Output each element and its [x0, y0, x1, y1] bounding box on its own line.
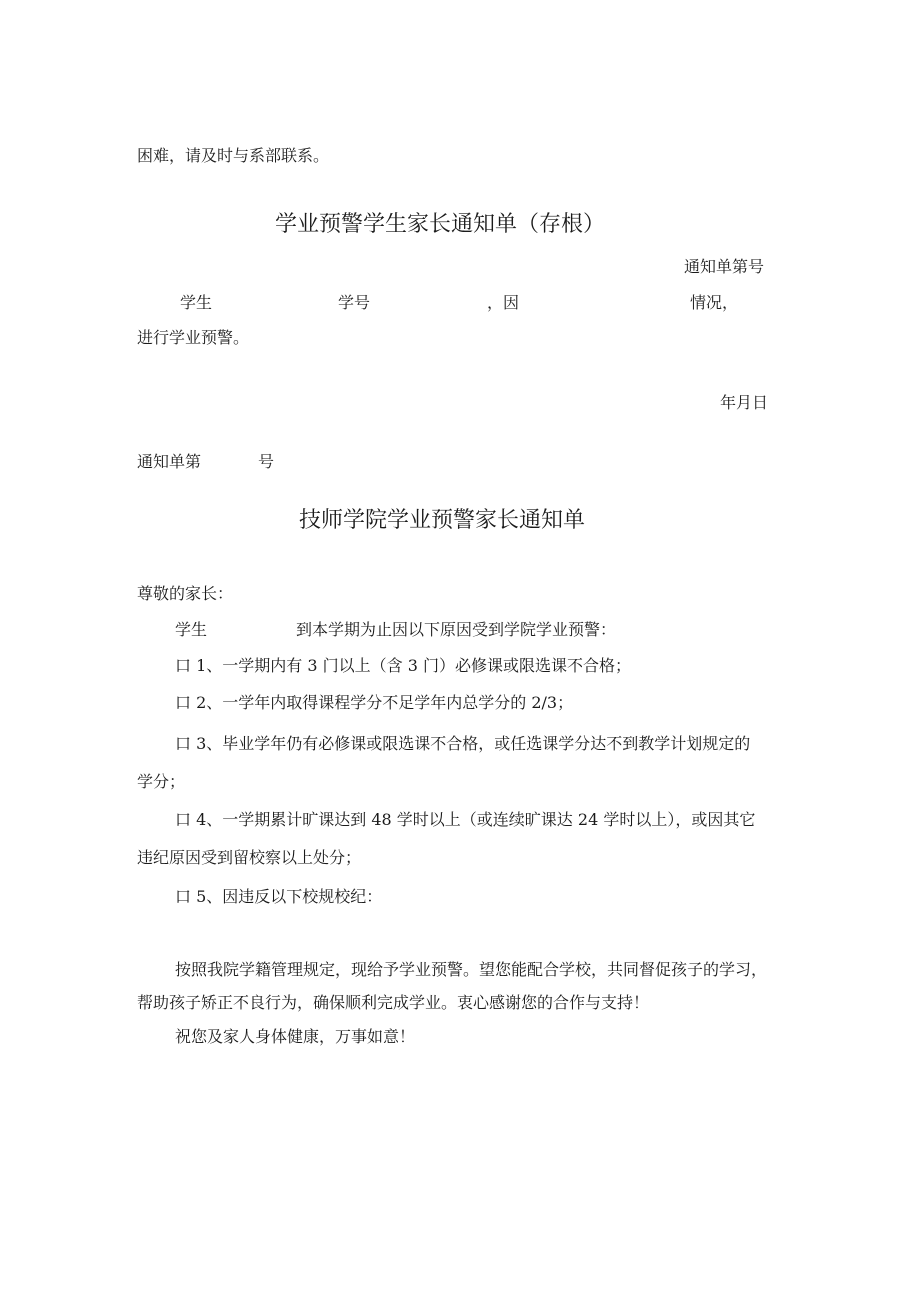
- reason-4-continued: 违纪原因受到留校察以上处分；: [137, 848, 362, 867]
- closing-paragraph-line1: 按照我院学籍管理规定，现给予学业预警。望您能配合学校，共同督促孩子的学习，: [175, 960, 768, 979]
- stub-conclusion: 进行学业预警。: [137, 328, 250, 347]
- stub-student-label: 学生: [180, 293, 213, 312]
- reason-5: 口 5、因违反以下校规校纪：: [175, 887, 383, 906]
- closing-paragraph-line2: 帮助孩子矫正不良行为，确保顺利完成学业。衷心感谢您的合作与支持！: [137, 993, 650, 1012]
- salutation: 尊敬的家长：: [137, 584, 234, 603]
- reason-2: 口 2、一学年内取得课程学分不足学年内总学分的 2/3；: [175, 693, 574, 712]
- notice-number-suffix: 号: [258, 452, 275, 471]
- stub-date: 年月日: [720, 393, 769, 412]
- stub-notice-number: 通知单第号: [684, 257, 765, 276]
- notice-title: 技师学院学业预警家长通知单: [299, 508, 586, 533]
- reason-3-continued: 学分；: [137, 772, 186, 791]
- reason-3: 口 3、毕业学年仍有必修课或限选课不合格，或任选课学分达不到教学计划规定的: [175, 734, 751, 753]
- notice-number-prefix: 通知单第: [137, 452, 202, 471]
- reason-1: 口 1、一学期内有 3 门以上（含 3 门）必修课或限选课不合格；: [175, 656, 631, 675]
- notice-student-label: 学生: [175, 620, 208, 639]
- reason-4: 口 4、一学期累计旷课达到 48 学时以上（或连续旷课达 24 学时以上），或因其它: [175, 810, 756, 829]
- stub-title: 学业预警学生家长通知单（存根）: [275, 212, 606, 237]
- leading-line: 困难，请及时与系部联系。: [137, 146, 330, 165]
- stub-situation-label: 情况，: [690, 293, 739, 312]
- wishes: 祝您及家人身体健康，万事如意！: [175, 1027, 416, 1046]
- stub-because-label: ，因: [487, 293, 520, 312]
- notice-intro: 到本学期为止因以下原因受到学院学业预警：: [296, 620, 617, 639]
- stub-student-id-label: 学号: [338, 293, 371, 312]
